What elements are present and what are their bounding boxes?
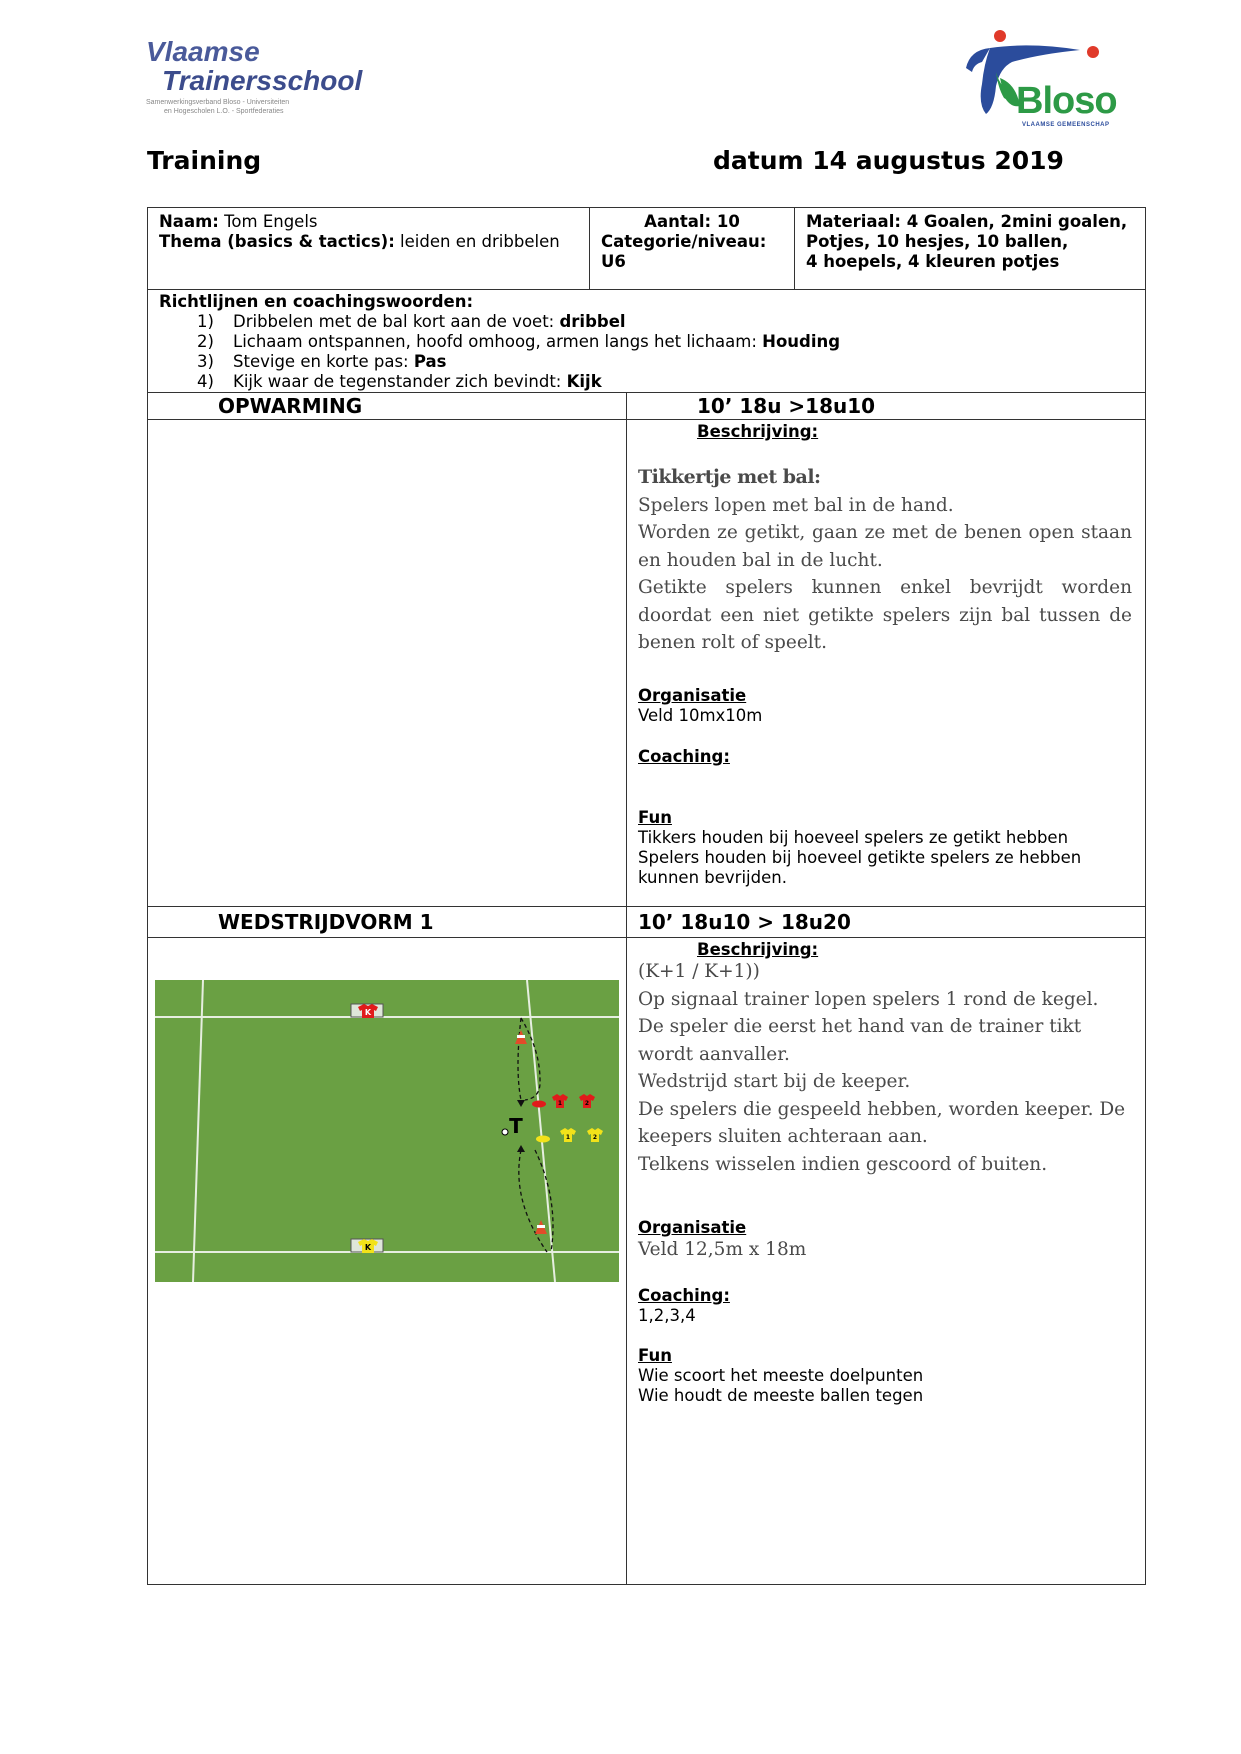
wedstrijdvorm-desc-line: De speler die eerst het hand van de trainer tikt wordt aanvaller. <box>638 1016 1082 1065</box>
wedstrijdvorm-organisatie-label: Organisatie <box>638 1218 747 1237</box>
categorie-label: Categorie/niveau: <box>601 232 767 251</box>
bloso-subtitle: VLAAMSE GEMEENSCHAP <box>1022 122 1110 128</box>
info-table <box>147 207 1146 393</box>
logo-sub-2: en Hogescholen L.O. - Sportfederaties <box>164 108 284 115</box>
opwarming-desc-line: Spelers lopen met bal in de hand. <box>638 494 954 516</box>
field-diagram <box>155 980 619 1282</box>
svg-text:1: 1 <box>565 1134 571 1141</box>
richtlijn-item: 4) Kijk waar de tegenstander zich bevindt: Kijk <box>197 372 602 391</box>
richtlijn-item: 1) Dribbelen met de bal kort aan de voet: dribbel <box>197 312 626 331</box>
red-disc <box>532 1101 546 1108</box>
keeper-yellow-label: K <box>364 1243 372 1252</box>
materiaal-line-3: 4 hoepels, 4 kleuren potjes <box>806 252 1060 271</box>
wedstrijdvorm-desc-line: Wedstrijd start bij de keeper. <box>638 1071 911 1092</box>
materiaal-line-2: Potjes, 10 hesjes, 10 ballen, <box>806 232 1069 251</box>
svg-text:1: 1 <box>557 1100 563 1107</box>
materiaal-line-1: Materiaal: 4 Goalen, 2mini goalen, <box>806 212 1128 231</box>
opwarming-coaching-label: Coaching: <box>638 747 730 766</box>
wedstrijdvorm-time-cell <box>626 906 1146 938</box>
wedstrijdvorm-fun-text <box>638 1366 923 1406</box>
field-background <box>155 980 619 1282</box>
wedstrijdvorm-desc-line: Telkens wisselen indien gescoord of buiten. <box>638 1153 1048 1175</box>
svg-text:2: 2 <box>584 1100 590 1107</box>
naam-value: Tom Engels <box>224 212 318 231</box>
wedstrijdvorm-content-cell <box>626 937 1146 1585</box>
wedstrijdvorm-desc-line: Op signaal trainer lopen spelers 1 rond de kegel. <box>638 988 1099 1010</box>
categorie-value: U6 <box>601 252 626 271</box>
ball-icon <box>502 1129 508 1135</box>
info-cell-naam <box>148 208 590 290</box>
svg-text:2: 2 <box>592 1134 598 1141</box>
opwarming-fun-line: Spelers houden bij hoeveel getikte spelers ze hebben kunnen bevrijden. <box>638 848 1082 887</box>
opwarming-time: 10’ 18u >18u10 <box>697 394 876 418</box>
opwarming-title-cell <box>147 392 627 420</box>
bloso-logo <box>960 28 1135 132</box>
wedstrijdvorm-fun-line: Wie scoort het meeste doelpunten <box>638 1366 924 1385</box>
wedstrijdvorm-fun-label: Fun <box>638 1346 672 1365</box>
aantal: Aantal: 10 <box>644 212 740 231</box>
wedstrijdvorm-coaching-label: Coaching: <box>638 1286 730 1305</box>
opwarming-fun-text <box>638 828 1128 888</box>
trainer-label: T <box>509 1114 523 1138</box>
wedstrijdvorm-beschrijving-label: Beschrijving: <box>697 940 819 959</box>
wedstrijdvorm-fun-line: Wie houdt de meeste ballen tegen <box>638 1386 924 1405</box>
info-cell-aantal <box>590 208 795 290</box>
opwarming-organisatie-label: Organisatie <box>638 686 747 705</box>
richtlijn-item: 2) Lichaam ontspannen, hoofd omhoog, armen langs het lichaam: Houding <box>197 332 841 351</box>
training-date: datum 14 augustus 2019 <box>713 146 1064 175</box>
wedstrijdvorm-coaching-value: 1,2,3,4 <box>638 1306 696 1325</box>
naam-label: Naam: <box>159 212 219 231</box>
opwarming-organisatie-value: Veld 10mx10m <box>638 706 763 725</box>
opwarming-diagram-cell <box>147 419 627 907</box>
logo-line-1: Vlaamse <box>146 36 260 67</box>
wedstrijdvorm-desc-line: De spelers die gespeeld hebben, worden keeper. De keepers sluiten achteraan aan. <box>638 1098 1126 1147</box>
richtlijnen-title: Richtlijnen en coachingswoorden: <box>159 292 474 311</box>
opwarming-title: OPWARMING <box>218 394 363 418</box>
logo-sub-1: Samenwerkingsverband Bloso - Universiteiten <box>146 99 290 106</box>
info-cell-materiaal <box>795 208 1146 290</box>
opwarming-game-title: Tikkertje met bal: <box>638 466 821 488</box>
opwarming-desc-line: Worden ze getikt, gaan ze met de benen open staan en houden bal in de lucht. <box>638 522 1132 571</box>
wedstrijdvorm-organisatie-value: Veld 12,5m x 18m <box>638 1239 807 1260</box>
logo-line-2: Trainersschool <box>162 65 363 96</box>
bloso-wordmark: Bloso <box>1016 80 1117 122</box>
wedstrijdvorm-time: 10’ 18u10 > 18u20 <box>638 910 851 934</box>
opwarming-desc-line: Getikte spelers kunnen enkel bevrijdt worden doordat een niet getikte spelers zijn bal tussen de benen rolt of speelt. <box>638 577 1132 653</box>
yellow-disc <box>536 1136 550 1143</box>
opwarming-content-cell <box>626 419 1146 907</box>
vlaamse-trainersschool-logo <box>146 38 366 118</box>
page-title: Training <box>147 146 262 175</box>
thema-value: leiden en dribbelen <box>400 232 560 251</box>
opwarming-fun-line: Tikkers houden bij hoeveel spelers ze getikt hebben <box>638 828 1069 847</box>
richtlijn-item: 3) Stevige en korte pas: Pas <box>197 352 447 371</box>
opwarming-beschrijving-label: Beschrijving: <box>697 422 819 441</box>
wedstrijdvorm-diagram-cell <box>147 937 627 1585</box>
opwarming-time-cell <box>626 392 1146 420</box>
opwarming-fun-label: Fun <box>638 808 672 827</box>
richtlijnen-cell <box>148 290 1146 393</box>
thema-label: Thema (basics & tactics): <box>159 232 395 251</box>
keeper-red-label: K <box>364 1008 372 1017</box>
wedstrijdvorm-title-cell <box>147 906 627 938</box>
wedstrijdvorm-title: WEDSTRIJDVORM 1 <box>218 910 434 934</box>
wedstrijdvorm-desc-line: (K+1 / K+1)) <box>638 961 760 982</box>
richtlijnen-list <box>197 312 1134 392</box>
